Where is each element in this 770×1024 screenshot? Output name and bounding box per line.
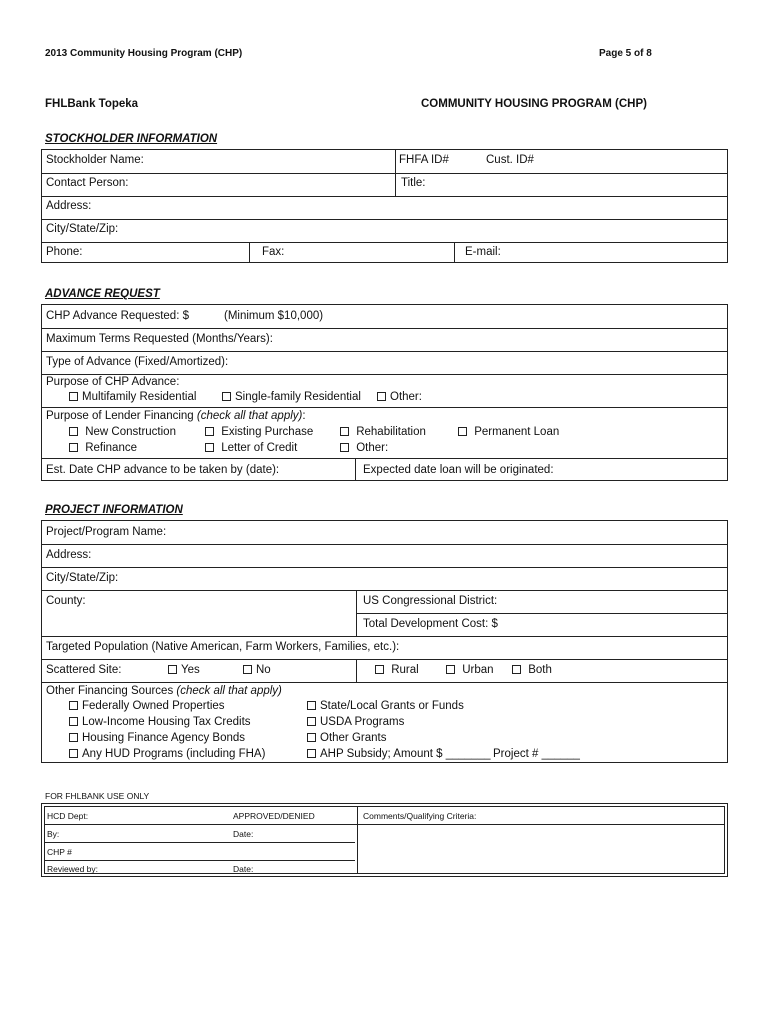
fax-label: Fax: xyxy=(262,246,285,258)
address-label: Address: xyxy=(46,200,92,212)
population-label: Targeted Population (Native American, Farm Workers, Families, etc.): xyxy=(46,641,400,653)
bank-name: FHLBank Topeka xyxy=(45,98,139,110)
est-date-label: Est. Date CHP advance to be taken by (date): xyxy=(46,464,280,476)
fin-federal-properties[interactable]: Federally Owned Properties xyxy=(69,700,225,712)
section-title-advance: ADVANCE REQUEST xyxy=(45,288,160,300)
checkbox-icon[interactable] xyxy=(222,392,231,401)
purpose-other[interactable]: Other: xyxy=(377,391,422,403)
chp-row xyxy=(45,842,355,861)
population-row[interactable] xyxy=(42,636,727,660)
purpose-row xyxy=(42,374,727,408)
checkbox-icon[interactable] xyxy=(458,427,467,436)
county-label[interactable]: County: xyxy=(46,595,86,607)
city-state-zip-label: City/State/Zip: xyxy=(46,223,119,235)
expected-date-label: Expected date loan will be originated: xyxy=(363,464,554,476)
advance-table xyxy=(41,304,728,481)
lender-financing-label: Purpose of Lender Financing (check all that apply): xyxy=(46,410,306,422)
address-row[interactable] xyxy=(42,196,727,220)
lender-letter-of-credit[interactable]: Letter of Credit xyxy=(205,442,297,454)
checkbox-icon[interactable] xyxy=(377,392,386,401)
hcd-row xyxy=(45,807,724,825)
district-label[interactable]: US Congressional District: xyxy=(363,595,498,607)
checkbox-icon[interactable] xyxy=(205,427,214,436)
advance-type-label: Type of Advance (Fixed/Amortized): xyxy=(46,356,229,368)
fin-other-grants[interactable]: Other Grants xyxy=(307,732,386,744)
lender-other[interactable]: Other: xyxy=(340,442,388,454)
purpose-label: Purpose of CHP Advance: xyxy=(46,376,180,388)
chp-number-label: CHP # xyxy=(47,847,72,857)
checkbox-icon[interactable] xyxy=(69,427,78,436)
hcd-dept-label: HCD Dept: xyxy=(47,811,89,821)
city-state-zip-row[interactable] xyxy=(42,219,727,243)
checkbox-icon[interactable] xyxy=(69,701,78,710)
project-name-label: Project/Program Name: xyxy=(46,526,167,538)
checkbox-icon[interactable] xyxy=(307,701,316,710)
fhlbank-use-table xyxy=(41,803,728,877)
section-title-project: PROJECT INFORMATION xyxy=(45,504,183,516)
total-cost-label[interactable]: Total Development Cost: $ xyxy=(363,618,498,630)
checkbox-icon[interactable] xyxy=(375,665,384,674)
date-label-1: Date: xyxy=(233,829,254,839)
project-address-row[interactable] xyxy=(42,544,727,568)
minimum-note: (Minimum $10,000) xyxy=(224,310,324,322)
fin-state-local-grants[interactable]: State/Local Grants or Funds xyxy=(307,700,464,712)
by-label: By: xyxy=(47,829,60,839)
page-number: Page 5 of 8 xyxy=(599,48,652,59)
by-row xyxy=(45,824,355,843)
project-csz-label: City/State/Zip: xyxy=(46,572,119,584)
checkbox-icon[interactable] xyxy=(512,665,521,674)
fin-lihtc[interactable]: Low-Income Housing Tax Credits xyxy=(69,716,251,728)
dates-row[interactable] xyxy=(42,458,727,481)
checkbox-icon[interactable] xyxy=(243,665,252,674)
phone-label: Phone: xyxy=(46,246,83,258)
lender-existing-purchase[interactable]: Existing Purchase xyxy=(205,426,313,438)
reviewed-by-label: Reviewed by: xyxy=(47,864,99,874)
ahp-project-number[interactable]: Project # ______ xyxy=(493,748,580,760)
terms-row[interactable] xyxy=(42,328,727,352)
project-csz-row[interactable] xyxy=(42,567,727,591)
county-row xyxy=(42,590,727,637)
reviewed-row xyxy=(45,860,724,876)
advance-amount-label: CHP Advance Requested: $ xyxy=(46,310,189,322)
checkbox-icon[interactable] xyxy=(340,427,349,436)
fin-hud-programs[interactable]: Any HUD Programs (including FHA) xyxy=(69,748,265,760)
scattered-no[interactable]: No xyxy=(243,664,271,676)
advance-type-row[interactable] xyxy=(42,351,727,375)
checkbox-icon[interactable] xyxy=(307,733,316,742)
location-urban[interactable]: Urban xyxy=(446,664,494,676)
lender-permanent-loan[interactable]: Permanent Loan xyxy=(458,426,559,438)
location-rural[interactable]: Rural xyxy=(375,664,419,676)
location-both[interactable]: Both xyxy=(512,664,552,676)
project-table xyxy=(41,520,728,763)
section-title-stockholder: STOCKHOLDER INFORMATION xyxy=(45,133,218,145)
stockholder-table xyxy=(41,149,728,263)
fin-ahp-subsidy[interactable]: AHP Subsidy; Amount $ _______ xyxy=(307,748,491,760)
scattered-yes[interactable]: Yes xyxy=(168,664,200,676)
checkbox-icon[interactable] xyxy=(69,392,78,401)
other-financing-label: Other Financing Sources (check all that apply) xyxy=(46,685,282,697)
lender-new-construction[interactable]: New Construction xyxy=(69,426,176,438)
checkbox-icon[interactable] xyxy=(69,749,78,758)
checkbox-icon[interactable] xyxy=(168,665,177,674)
other-financing-row xyxy=(42,682,727,763)
terms-label: Maximum Terms Requested (Months/Years): xyxy=(46,333,273,345)
lender-financing-row xyxy=(42,407,727,459)
stockholder-name-label: Stockholder Name: xyxy=(46,154,144,166)
purpose-single-family[interactable]: Single-family Residential xyxy=(222,391,361,403)
fin-hfa-bonds[interactable]: Housing Finance Agency Bonds xyxy=(69,732,245,744)
email-label: E-mail: xyxy=(465,246,501,258)
checkbox-icon[interactable] xyxy=(307,749,316,758)
checkbox-icon[interactable] xyxy=(340,443,349,452)
lender-refinance[interactable]: Refinance xyxy=(69,442,137,454)
checkbox-icon[interactable] xyxy=(69,733,78,742)
comments-label: Comments/Qualifying Criteria: xyxy=(363,811,477,821)
program-title: COMMUNITY HOUSING PROGRAM (CHP) xyxy=(421,98,647,110)
form-title: 2013 Community Housing Program (CHP) xyxy=(45,48,243,59)
checkbox-icon[interactable] xyxy=(69,717,78,726)
checkbox-icon[interactable] xyxy=(205,443,214,452)
phone-row[interactable] xyxy=(42,242,727,263)
checkbox-icon[interactable] xyxy=(446,665,455,674)
checkbox-icon[interactable] xyxy=(307,717,316,726)
approved-denied-label: APPROVED/DENIED xyxy=(233,811,315,821)
fhfa-id-label: FHFA ID# xyxy=(399,154,449,166)
scattered-label: Scattered Site: xyxy=(46,664,122,676)
fhlbank-use-title: FOR FHLBANK USE ONLY xyxy=(45,791,150,801)
cust-id-label: Cust. ID# xyxy=(486,154,534,166)
date-label-2: Date: xyxy=(233,864,254,874)
contact-row[interactable] xyxy=(42,173,727,197)
checkbox-icon[interactable] xyxy=(69,443,78,452)
stockholder-name-row[interactable] xyxy=(42,150,727,174)
advance-amount-row[interactable] xyxy=(42,305,727,329)
project-address-label: Address: xyxy=(46,549,92,561)
purpose-multifamily[interactable]: Multifamily Residential xyxy=(69,391,196,403)
scattered-row xyxy=(42,659,727,683)
contact-person-label: Contact Person: xyxy=(46,177,129,189)
lender-rehabilitation[interactable]: Rehabilitation xyxy=(340,426,426,438)
project-name-row[interactable] xyxy=(42,521,727,545)
title-label: Title: xyxy=(401,177,426,189)
fin-usda[interactable]: USDA Programs xyxy=(307,716,404,728)
